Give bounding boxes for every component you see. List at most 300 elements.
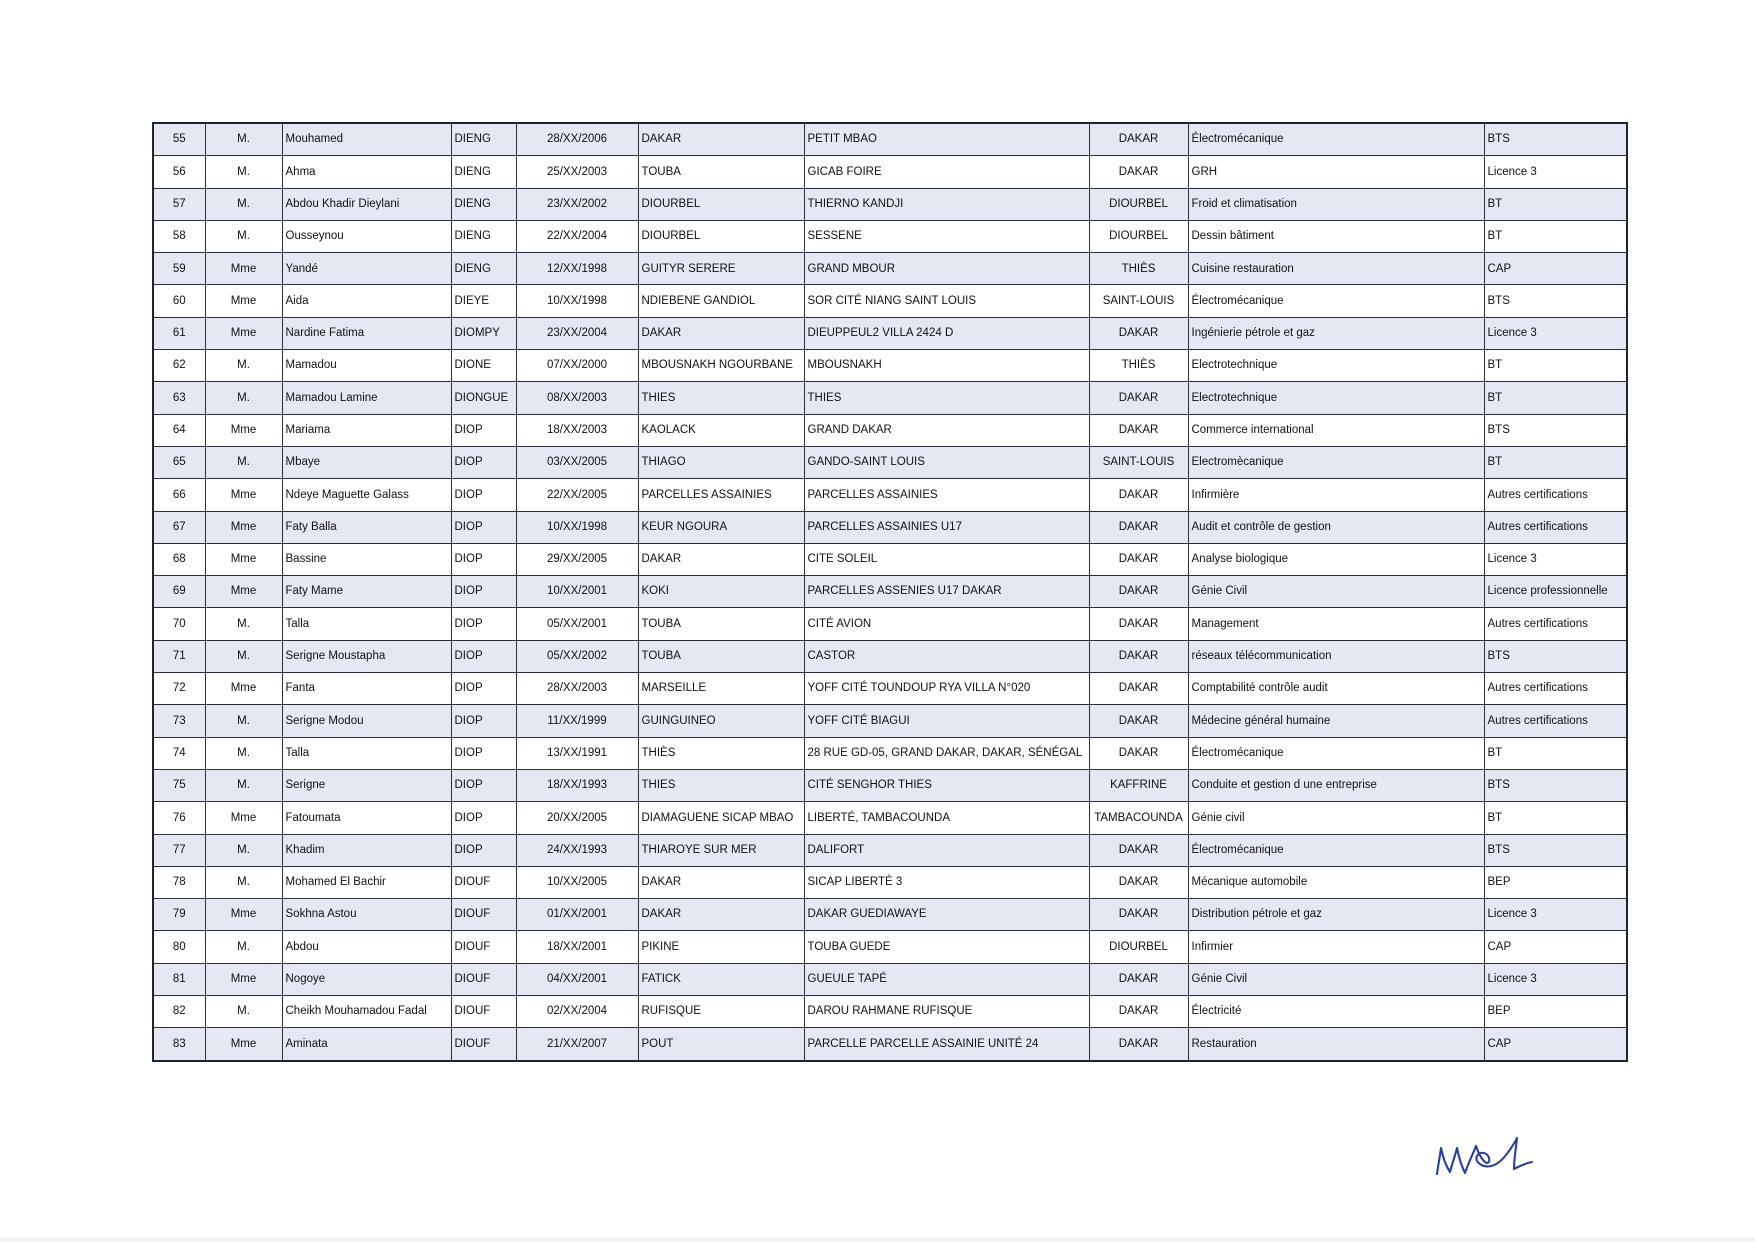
row-number-cell: 81 bbox=[153, 963, 205, 995]
address-cell: THIERNO KANDJI bbox=[804, 188, 1089, 220]
first-name-cell: Nogoye bbox=[282, 963, 451, 995]
diploma-cell: BTS bbox=[1484, 123, 1627, 156]
birth-date-cell: 29/XX/2005 bbox=[516, 543, 638, 575]
signature-mark bbox=[1428, 1128, 1538, 1186]
birth-date-cell: 23/XX/2002 bbox=[516, 188, 638, 220]
row-number-cell: 80 bbox=[153, 931, 205, 963]
address-cell: PARCELLES ASSAINIES bbox=[804, 479, 1089, 511]
address-cell: TOUBA GUEDE bbox=[804, 931, 1089, 963]
last-name-cell: DIOUF bbox=[451, 899, 516, 931]
region-cell: TAMBACOUNDA bbox=[1089, 802, 1188, 834]
diploma-cell: BTS bbox=[1484, 285, 1627, 317]
address-cell: CITÉ SENGHOR THIES bbox=[804, 769, 1089, 801]
region-cell: DAKAR bbox=[1089, 511, 1188, 543]
birth-place-cell: THIÈS bbox=[638, 737, 804, 769]
row-number-cell: 68 bbox=[153, 543, 205, 575]
first-name-cell: Mariama bbox=[282, 414, 451, 446]
table-row bbox=[153, 705, 1627, 737]
last-name-cell: DIENG bbox=[451, 188, 516, 220]
birth-place-cell: GUITYR SERERE bbox=[638, 253, 804, 285]
row-number-cell: 78 bbox=[153, 866, 205, 898]
first-name-cell: Yandé bbox=[282, 253, 451, 285]
region-cell: DAKAR bbox=[1089, 705, 1188, 737]
row-number-cell: 70 bbox=[153, 608, 205, 640]
birth-place-cell: MBOUSNAKH NGOURBANE bbox=[638, 350, 804, 382]
last-name-cell: DIENG bbox=[451, 156, 516, 188]
civility-cell: Mme bbox=[205, 673, 282, 705]
table-row bbox=[153, 188, 1627, 220]
civility-cell: M. bbox=[205, 188, 282, 220]
first-name-cell: Aminata bbox=[282, 1028, 451, 1061]
birth-date-cell: 10/XX/1998 bbox=[516, 511, 638, 543]
last-name-cell: DIONGUE bbox=[451, 382, 516, 414]
field-of-study-cell: Commerce international bbox=[1188, 414, 1484, 446]
birth-date-cell: 01/XX/2001 bbox=[516, 899, 638, 931]
region-cell: DAKAR bbox=[1089, 1028, 1188, 1061]
civility-cell: M. bbox=[205, 931, 282, 963]
diploma-cell: CAP bbox=[1484, 931, 1627, 963]
region-cell: DAKAR bbox=[1089, 640, 1188, 672]
region-cell: DAKAR bbox=[1089, 317, 1188, 349]
first-name-cell: Ahma bbox=[282, 156, 451, 188]
civility-cell: M. bbox=[205, 834, 282, 866]
first-name-cell: Serigne Moustapha bbox=[282, 640, 451, 672]
birth-place-cell: THIES bbox=[638, 382, 804, 414]
field-of-study-cell: Distribution pétrole et gaz bbox=[1188, 899, 1484, 931]
region-cell: SAINT-LOUIS bbox=[1089, 285, 1188, 317]
diploma-cell: BT bbox=[1484, 446, 1627, 478]
field-of-study-cell: Électricité bbox=[1188, 996, 1484, 1028]
table-row bbox=[153, 511, 1627, 543]
last-name-cell: DIOUF bbox=[451, 996, 516, 1028]
birth-place-cell: DIOURBEL bbox=[638, 188, 804, 220]
civility-cell: M. bbox=[205, 996, 282, 1028]
civility-cell: Mme bbox=[205, 285, 282, 317]
table-row bbox=[153, 382, 1627, 414]
birth-place-cell: THIES bbox=[638, 769, 804, 801]
field-of-study-cell: Electromècanique bbox=[1188, 446, 1484, 478]
first-name-cell: Ousseynou bbox=[282, 220, 451, 252]
birth-place-cell: PARCELLES ASSAINIES bbox=[638, 479, 804, 511]
last-name-cell: DIEYE bbox=[451, 285, 516, 317]
table-row bbox=[153, 220, 1627, 252]
table-row bbox=[153, 899, 1627, 931]
birth-date-cell: 05/XX/2002 bbox=[516, 640, 638, 672]
address-cell: PARCELLES ASSENIES U17 DAKAR bbox=[804, 576, 1089, 608]
table-row bbox=[153, 673, 1627, 705]
roster-table-body bbox=[153, 123, 1627, 1061]
civility-cell: Mme bbox=[205, 317, 282, 349]
birth-place-cell: KOKI bbox=[638, 576, 804, 608]
field-of-study-cell: Électromécanique bbox=[1188, 834, 1484, 866]
table-row bbox=[153, 543, 1627, 575]
table-row bbox=[153, 576, 1627, 608]
diploma-cell: Licence 3 bbox=[1484, 317, 1627, 349]
first-name-cell: Aida bbox=[282, 285, 451, 317]
field-of-study-cell: Génie civil bbox=[1188, 802, 1484, 834]
diploma-cell: BTS bbox=[1484, 769, 1627, 801]
signature bbox=[1428, 1128, 1538, 1186]
region-cell: DIOURBEL bbox=[1089, 220, 1188, 252]
field-of-study-cell: Mécanique automobile bbox=[1188, 866, 1484, 898]
row-number-cell: 56 bbox=[153, 156, 205, 188]
address-cell: MBOUSNAKH bbox=[804, 350, 1089, 382]
address-cell: DIEUPPEUL2 VILLA 2424 D bbox=[804, 317, 1089, 349]
first-name-cell: Mohamed El Bachir bbox=[282, 866, 451, 898]
first-name-cell: Khadim bbox=[282, 834, 451, 866]
table-row bbox=[153, 866, 1627, 898]
table-row bbox=[153, 317, 1627, 349]
birth-place-cell: TOUBA bbox=[638, 608, 804, 640]
diploma-cell: Autres certifications bbox=[1484, 705, 1627, 737]
birth-place-cell: KAOLACK bbox=[638, 414, 804, 446]
address-cell: DALIFORT bbox=[804, 834, 1089, 866]
first-name-cell: Faty Mame bbox=[282, 576, 451, 608]
last-name-cell: DIENG bbox=[451, 253, 516, 285]
birth-place-cell: NDIEBENE GANDIOL bbox=[638, 285, 804, 317]
last-name-cell: DIOP bbox=[451, 737, 516, 769]
table-row bbox=[153, 285, 1627, 317]
last-name-cell: DIOP bbox=[451, 834, 516, 866]
row-number-cell: 64 bbox=[153, 414, 205, 446]
table-row bbox=[153, 640, 1627, 672]
table-row bbox=[153, 608, 1627, 640]
last-name-cell: DIOP bbox=[451, 576, 516, 608]
civility-cell: M. bbox=[205, 446, 282, 478]
address-cell: PARCELLE PARCELLE ASSAINIE UNITÉ 24 bbox=[804, 1028, 1089, 1061]
diploma-cell: Licence 3 bbox=[1484, 543, 1627, 575]
region-cell: DIOURBEL bbox=[1089, 931, 1188, 963]
diploma-cell: BTS bbox=[1484, 640, 1627, 672]
region-cell: DAKAR bbox=[1089, 479, 1188, 511]
field-of-study-cell: réseaux télécommunication bbox=[1188, 640, 1484, 672]
row-number-cell: 76 bbox=[153, 802, 205, 834]
region-cell: DIOURBEL bbox=[1089, 188, 1188, 220]
birth-place-cell: GUINGUINEO bbox=[638, 705, 804, 737]
region-cell: THIÈS bbox=[1089, 253, 1188, 285]
civility-cell: Mme bbox=[205, 253, 282, 285]
birth-date-cell: 10/XX/1998 bbox=[516, 285, 638, 317]
field-of-study-cell: Infirmière bbox=[1188, 479, 1484, 511]
last-name-cell: DIOMPY bbox=[451, 317, 516, 349]
row-number-cell: 58 bbox=[153, 220, 205, 252]
address-cell: 28 RUE GD-05, GRAND DAKAR, DAKAR, SÉNÉGAL bbox=[804, 737, 1089, 769]
region-cell: DAKAR bbox=[1089, 576, 1188, 608]
region-cell: DAKAR bbox=[1089, 543, 1188, 575]
address-cell: LIBERTÉ, TAMBACOUNDA bbox=[804, 802, 1089, 834]
field-of-study-cell: Électromécanique bbox=[1188, 737, 1484, 769]
row-number-cell: 57 bbox=[153, 188, 205, 220]
first-name-cell: Talla bbox=[282, 608, 451, 640]
address-cell: YOFF CITÉ BIAGUI bbox=[804, 705, 1089, 737]
last-name-cell: DIOP bbox=[451, 673, 516, 705]
table-row bbox=[153, 414, 1627, 446]
birth-place-cell: FATICK bbox=[638, 963, 804, 995]
region-cell: DAKAR bbox=[1089, 414, 1188, 446]
address-cell: GRAND MBOUR bbox=[804, 253, 1089, 285]
table-row bbox=[153, 479, 1627, 511]
last-name-cell: DIONE bbox=[451, 350, 516, 382]
table-row bbox=[153, 1028, 1627, 1061]
row-number-cell: 73 bbox=[153, 705, 205, 737]
row-number-cell: 69 bbox=[153, 576, 205, 608]
table-row bbox=[153, 931, 1627, 963]
address-cell: PETIT MBAO bbox=[804, 123, 1089, 156]
table-row bbox=[153, 123, 1627, 156]
birth-date-cell: 28/XX/2006 bbox=[516, 123, 638, 156]
table-row bbox=[153, 802, 1627, 834]
roster-table bbox=[152, 122, 1628, 1062]
field-of-study-cell: Froid et climatisation bbox=[1188, 188, 1484, 220]
field-of-study-cell: Electrotechnique bbox=[1188, 350, 1484, 382]
civility-cell: M. bbox=[205, 156, 282, 188]
birth-place-cell: DAKAR bbox=[638, 899, 804, 931]
last-name-cell: DIOP bbox=[451, 705, 516, 737]
civility-cell: M. bbox=[205, 705, 282, 737]
birth-date-cell: 24/XX/1993 bbox=[516, 834, 638, 866]
first-name-cell: Fatoumata bbox=[282, 802, 451, 834]
civility-cell: Mme bbox=[205, 576, 282, 608]
table-row bbox=[153, 737, 1627, 769]
field-of-study-cell: Analyse biologique bbox=[1188, 543, 1484, 575]
region-cell: THIÈS bbox=[1089, 350, 1188, 382]
civility-cell: M. bbox=[205, 123, 282, 156]
address-cell: GRAND DAKAR bbox=[804, 414, 1089, 446]
last-name-cell: DIOP bbox=[451, 511, 516, 543]
table-row bbox=[153, 156, 1627, 188]
diploma-cell: CAP bbox=[1484, 1028, 1627, 1061]
row-number-cell: 59 bbox=[153, 253, 205, 285]
first-name-cell: Cheikh Mouhamadou Fadal bbox=[282, 996, 451, 1028]
table-row bbox=[153, 446, 1627, 478]
diploma-cell: BT bbox=[1484, 382, 1627, 414]
civility-cell: Mme bbox=[205, 1028, 282, 1061]
birth-date-cell: 03/XX/2005 bbox=[516, 446, 638, 478]
first-name-cell: Abdou Khadir Dieylani bbox=[282, 188, 451, 220]
field-of-study-cell: Dessin bâtiment bbox=[1188, 220, 1484, 252]
region-cell: DAKAR bbox=[1089, 963, 1188, 995]
region-cell: DAKAR bbox=[1089, 834, 1188, 866]
civility-cell: Mme bbox=[205, 479, 282, 511]
first-name-cell: Serigne bbox=[282, 769, 451, 801]
civility-cell: M. bbox=[205, 382, 282, 414]
row-number-cell: 79 bbox=[153, 899, 205, 931]
last-name-cell: DIENG bbox=[451, 123, 516, 156]
last-name-cell: DIOP bbox=[451, 543, 516, 575]
last-name-cell: DIOP bbox=[451, 414, 516, 446]
address-cell: DAROU RAHMANE RUFISQUE bbox=[804, 996, 1089, 1028]
civility-cell: Mme bbox=[205, 543, 282, 575]
diploma-cell: BT bbox=[1484, 802, 1627, 834]
diploma-cell: BTS bbox=[1484, 414, 1627, 446]
birth-date-cell: 04/XX/2001 bbox=[516, 963, 638, 995]
birth-place-cell: DAKAR bbox=[638, 866, 804, 898]
field-of-study-cell: Management bbox=[1188, 608, 1484, 640]
last-name-cell: DIOP bbox=[451, 446, 516, 478]
region-cell: SAINT-LOUIS bbox=[1089, 446, 1188, 478]
row-number-cell: 83 bbox=[153, 1028, 205, 1061]
birth-date-cell: 08/XX/2003 bbox=[516, 382, 638, 414]
field-of-study-cell: Conduite et gestion d une entreprise bbox=[1188, 769, 1484, 801]
address-cell: CASTOR bbox=[804, 640, 1089, 672]
row-number-cell: 55 bbox=[153, 123, 205, 156]
field-of-study-cell: Audit et contrôle de gestion bbox=[1188, 511, 1484, 543]
address-cell: CITÉ AVION bbox=[804, 608, 1089, 640]
civility-cell: Mme bbox=[205, 963, 282, 995]
field-of-study-cell: Cuisine restauration bbox=[1188, 253, 1484, 285]
diploma-cell: Autres certifications bbox=[1484, 673, 1627, 705]
address-cell: GUEULE TAPÉ bbox=[804, 963, 1089, 995]
row-number-cell: 72 bbox=[153, 673, 205, 705]
region-cell: DAKAR bbox=[1089, 866, 1188, 898]
field-of-study-cell: Électromécanique bbox=[1188, 123, 1484, 156]
diploma-cell: BT bbox=[1484, 350, 1627, 382]
diploma-cell: Autres certifications bbox=[1484, 608, 1627, 640]
birth-place-cell: THIAGO bbox=[638, 446, 804, 478]
row-number-cell: 74 bbox=[153, 737, 205, 769]
last-name-cell: DIOUF bbox=[451, 866, 516, 898]
field-of-study-cell: Ingénierie pétrole et gaz bbox=[1188, 317, 1484, 349]
address-cell: PARCELLES ASSAINIES U17 bbox=[804, 511, 1089, 543]
first-name-cell: Sokhna Astou bbox=[282, 899, 451, 931]
field-of-study-cell: GRH bbox=[1188, 156, 1484, 188]
last-name-cell: DIOP bbox=[451, 640, 516, 672]
birth-date-cell: 18/XX/1993 bbox=[516, 769, 638, 801]
address-cell: DAKAR GUEDIAWAYE bbox=[804, 899, 1089, 931]
birth-date-cell: 20/XX/2005 bbox=[516, 802, 638, 834]
birth-date-cell: 18/XX/2001 bbox=[516, 931, 638, 963]
last-name-cell: DIOUF bbox=[451, 931, 516, 963]
field-of-study-cell: Médecine général humaine bbox=[1188, 705, 1484, 737]
field-of-study-cell: Restauration bbox=[1188, 1028, 1484, 1061]
diploma-cell: CAP bbox=[1484, 253, 1627, 285]
civility-cell: M. bbox=[205, 737, 282, 769]
table-row bbox=[153, 996, 1627, 1028]
address-cell: THIES bbox=[804, 382, 1089, 414]
field-of-study-cell: Electrotechnique bbox=[1188, 382, 1484, 414]
table-row bbox=[153, 769, 1627, 801]
table-row bbox=[153, 350, 1627, 382]
civility-cell: M. bbox=[205, 220, 282, 252]
region-cell: KAFFRINE bbox=[1089, 769, 1188, 801]
region-cell: DAKAR bbox=[1089, 123, 1188, 156]
field-of-study-cell: Génie Civil bbox=[1188, 576, 1484, 608]
last-name-cell: DIOP bbox=[451, 802, 516, 834]
last-name-cell: DIOP bbox=[451, 479, 516, 511]
last-name-cell: DIOUF bbox=[451, 1028, 516, 1061]
first-name-cell: Mamadou bbox=[282, 350, 451, 382]
address-cell: GICAB FOIRE bbox=[804, 156, 1089, 188]
row-number-cell: 75 bbox=[153, 769, 205, 801]
birth-place-cell: DAKAR bbox=[638, 543, 804, 575]
row-number-cell: 82 bbox=[153, 996, 205, 1028]
address-cell: GANDO-SAINT LOUIS bbox=[804, 446, 1089, 478]
first-name-cell: Serigne Modou bbox=[282, 705, 451, 737]
row-number-cell: 60 bbox=[153, 285, 205, 317]
row-number-cell: 77 bbox=[153, 834, 205, 866]
table-row bbox=[153, 834, 1627, 866]
roster-table-wrap bbox=[152, 122, 1626, 1062]
row-number-cell: 65 bbox=[153, 446, 205, 478]
last-name-cell: DIOP bbox=[451, 769, 516, 801]
diploma-cell: Licence 3 bbox=[1484, 156, 1627, 188]
birth-date-cell: 02/XX/2004 bbox=[516, 996, 638, 1028]
last-name-cell: DIOP bbox=[451, 608, 516, 640]
row-number-cell: 63 bbox=[153, 382, 205, 414]
last-name-cell: DIOUF bbox=[451, 963, 516, 995]
civility-cell: Mme bbox=[205, 802, 282, 834]
civility-cell: M. bbox=[205, 640, 282, 672]
diploma-cell: BT bbox=[1484, 188, 1627, 220]
birth-place-cell: KEUR NGOURA bbox=[638, 511, 804, 543]
address-cell: CITE SOLEIL bbox=[804, 543, 1089, 575]
field-of-study-cell: Électromécanique bbox=[1188, 285, 1484, 317]
bottom-edge bbox=[0, 1237, 1755, 1242]
first-name-cell: Ndeye Maguette Galass bbox=[282, 479, 451, 511]
region-cell: DAKAR bbox=[1089, 608, 1188, 640]
birth-date-cell: 10/XX/2001 bbox=[516, 576, 638, 608]
birth-place-cell: MARSEILLE bbox=[638, 673, 804, 705]
diploma-cell: BTS bbox=[1484, 834, 1627, 866]
diploma-cell: BT bbox=[1484, 220, 1627, 252]
region-cell: DAKAR bbox=[1089, 673, 1188, 705]
table-row bbox=[153, 963, 1627, 995]
birth-date-cell: 12/XX/1998 bbox=[516, 253, 638, 285]
birth-date-cell: 13/XX/1991 bbox=[516, 737, 638, 769]
first-name-cell: Abdou bbox=[282, 931, 451, 963]
civility-cell: Mme bbox=[205, 511, 282, 543]
civility-cell: M. bbox=[205, 769, 282, 801]
first-name-cell: Nardine Fatima bbox=[282, 317, 451, 349]
row-number-cell: 67 bbox=[153, 511, 205, 543]
civility-cell: M. bbox=[205, 866, 282, 898]
civility-cell: M. bbox=[205, 350, 282, 382]
first-name-cell: Mamadou Lamine bbox=[282, 382, 451, 414]
birth-date-cell: 25/XX/2003 bbox=[516, 156, 638, 188]
birth-place-cell: TOUBA bbox=[638, 156, 804, 188]
diploma-cell: BEP bbox=[1484, 996, 1627, 1028]
birth-place-cell: DAKAR bbox=[638, 317, 804, 349]
birth-place-cell: THIAROYE SUR MER bbox=[638, 834, 804, 866]
birth-date-cell: 23/XX/2004 bbox=[516, 317, 638, 349]
first-name-cell: Bassine bbox=[282, 543, 451, 575]
address-cell: YOFF CITÉ TOUNDOUP RYA VILLA N°020 bbox=[804, 673, 1089, 705]
region-cell: DAKAR bbox=[1089, 382, 1188, 414]
diploma-cell: Licence professionnelle bbox=[1484, 576, 1627, 608]
birth-place-cell: DIOURBEL bbox=[638, 220, 804, 252]
address-cell: SESSENE bbox=[804, 220, 1089, 252]
birth-place-cell: DIAMAGUENE SICAP MBAO bbox=[638, 802, 804, 834]
civility-cell: Mme bbox=[205, 899, 282, 931]
diploma-cell: Licence 3 bbox=[1484, 963, 1627, 995]
row-number-cell: 66 bbox=[153, 479, 205, 511]
birth-date-cell: 07/XX/2000 bbox=[516, 350, 638, 382]
table-row bbox=[153, 253, 1627, 285]
region-cell: DAKAR bbox=[1089, 996, 1188, 1028]
birth-place-cell: PIKINE bbox=[638, 931, 804, 963]
birth-place-cell: TOUBA bbox=[638, 640, 804, 672]
address-cell: SICAP LIBERTÉ 3 bbox=[804, 866, 1089, 898]
birth-place-cell: DAKAR bbox=[638, 123, 804, 156]
first-name-cell: Fanta bbox=[282, 673, 451, 705]
birth-date-cell: 22/XX/2004 bbox=[516, 220, 638, 252]
diploma-cell: BEP bbox=[1484, 866, 1627, 898]
last-name-cell: DIENG bbox=[451, 220, 516, 252]
birth-date-cell: 28/XX/2003 bbox=[516, 673, 638, 705]
row-number-cell: 61 bbox=[153, 317, 205, 349]
row-number-cell: 71 bbox=[153, 640, 205, 672]
birth-date-cell: 21/XX/2007 bbox=[516, 1028, 638, 1061]
